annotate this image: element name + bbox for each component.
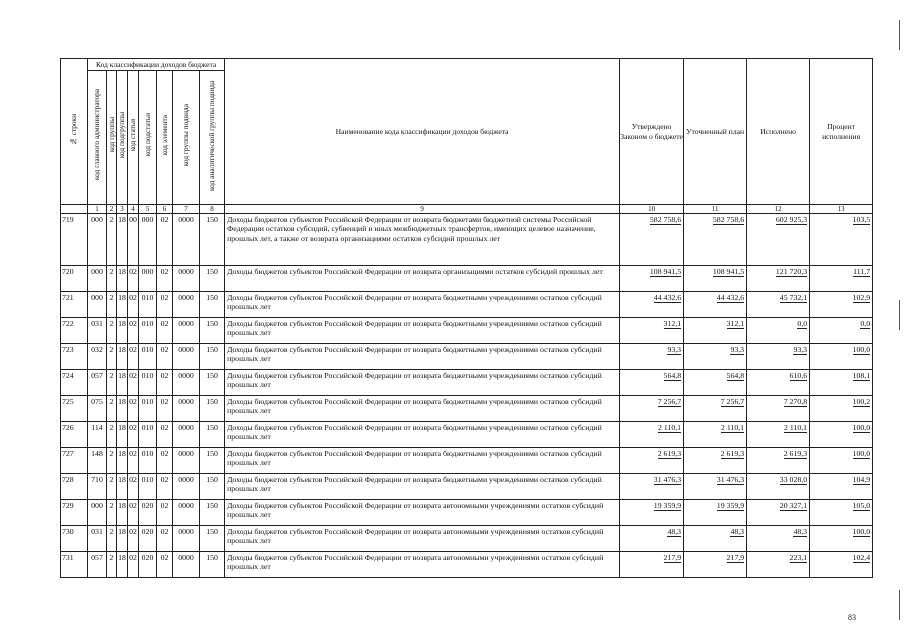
revenue-name-cell: Доходы бюджетов субъектов Российской Федерации от возврата бюджетными учреждениями остатков субсидий прошлых лет [225,396,620,422]
subtype-group-code-cell: 0000 [173,448,200,474]
element-code-cell: 02 [157,448,173,474]
column-number: 1 [88,205,107,214]
execution-percent-cell: 100,0 [810,422,873,448]
refined-plan-cell: 217,9 [684,552,747,578]
row-number-cell: 721 [61,292,88,318]
subgroup-code-cell: 18 [117,474,128,500]
subgroup-code-cell: 18 [117,344,128,370]
group-code-cell: 2 [107,344,117,370]
column-number: 9 [225,205,620,214]
group-code-cell: 2 [107,526,117,552]
header-group-code: код группы [107,71,117,205]
element-code-cell: 02 [157,422,173,448]
article-code-cell: 02 [128,448,139,474]
admin-code-cell: 000 [88,266,107,292]
admin-code-cell: 057 [88,370,107,396]
row-number-cell: 720 [61,266,88,292]
table-row [61,422,873,448]
analytic-group-code-cell: 150 [200,266,225,292]
subtype-group-code-cell: 0000 [173,266,200,292]
revenue-name-cell: Доходы бюджетов субъектов Российской Федерации от возврата бюджетными учреждениями остатков субсидий прошлых лет [225,474,620,500]
subtype-group-code-cell: 0000 [173,422,200,448]
revenue-name-cell: Доходы бюджетов субъектов Российской Федерации от возврата автономными учреждениями остатков субсидий прошлых лет [225,500,620,526]
group-code-cell: 2 [107,474,117,500]
revenue-name-cell: Доходы бюджетов субъектов Российской Федерации от возврата бюджетными учреждениями остатков субсидий прошлых лет [225,344,620,370]
admin-code-cell: 114 [88,422,107,448]
approved-amount-cell: 312,1 [620,318,684,344]
header-subgroup-code: код подгруппы [117,71,128,205]
execution-percent-cell: 100,0 [810,526,873,552]
column-number: 5 [139,205,157,214]
approved-amount-cell: 19 359,9 [620,500,684,526]
article-code-cell: 02 [128,318,139,344]
approved-amount-cell: 582 758,6 [620,214,684,266]
refined-plan-cell: 48,3 [684,526,747,552]
subtype-group-code-cell: 0000 [173,292,200,318]
header-name: Наименование кода классификации доходов бюджета [225,59,620,205]
subtype-group-code-cell: 0000 [173,370,200,396]
article-code-cell: 02 [128,500,139,526]
element-code-cell: 02 [157,552,173,578]
table-row [61,214,873,266]
group-code-cell: 2 [107,318,117,344]
header-admin-code: код главного администратора [88,71,107,205]
refined-plan-cell: 108 941,5 [684,266,747,292]
element-code-cell: 02 [157,292,173,318]
admin-code-cell: 031 [88,526,107,552]
element-code-cell: 02 [157,526,173,552]
group-code-cell: 2 [107,214,117,266]
execution-percent-cell: 105,0 [810,500,873,526]
header-classification-group: Код классификации доходов бюджета [88,59,225,71]
executed-amount-cell: 0,0 [747,318,810,344]
subgroup-code-cell: 18 [117,396,128,422]
subtype-group-code-cell: 0000 [173,552,200,578]
column-number: 2 [107,205,117,214]
header-row-number: № строки [61,59,88,205]
admin-code-cell: 000 [88,292,107,318]
article-code-cell: 02 [128,552,139,578]
header-subtype-group-code: код группы подвида [173,71,200,205]
revenue-name-cell: Доходы бюджетов субъектов Российской Федерации от возврата организациями остатков субсидий прошлых лет [225,266,620,292]
table-row [61,370,873,396]
subarticle-code-cell: 020 [139,552,157,578]
table-row [61,396,873,422]
approved-amount-cell: 48,3 [620,526,684,552]
table-row [61,344,873,370]
article-code-cell: 02 [128,526,139,552]
executed-amount-cell: 20 327,1 [747,500,810,526]
budget-revenue-table [60,58,873,578]
subtype-group-code-cell: 0000 [173,344,200,370]
element-code-cell: 02 [157,370,173,396]
executed-amount-cell: 48,3 [747,526,810,552]
executed-amount-cell: 7 270,8 [747,396,810,422]
page-number: 83 [848,613,856,622]
row-number-cell: 726 [61,422,88,448]
column-number: 6 [157,205,173,214]
executed-amount-cell: 610,6 [747,370,810,396]
column-number: 11 [684,205,747,214]
row-number-cell: 728 [61,474,88,500]
subgroup-code-cell: 18 [117,370,128,396]
approved-amount-cell: 31 476,3 [620,474,684,500]
column-number: 8 [200,205,225,214]
table-row [61,552,873,578]
analytic-group-code-cell: 150 [200,370,225,396]
header-analytic-group-code: код аналитической группы подвида [200,71,225,205]
subtype-group-code-cell: 0000 [173,500,200,526]
subgroup-code-cell: 18 [117,448,128,474]
article-code-cell: 02 [128,344,139,370]
execution-percent-cell: 100,2 [810,396,873,422]
refined-plan-cell: 564,8 [684,370,747,396]
row-number-cell: 729 [61,500,88,526]
subgroup-code-cell: 18 [117,318,128,344]
subtype-group-code-cell: 0000 [173,526,200,552]
refined-plan-cell: 7 256,7 [684,396,747,422]
article-code-cell: 02 [128,266,139,292]
subarticle-code-cell: 000 [139,266,157,292]
analytic-group-code-cell: 150 [200,552,225,578]
executed-amount-cell: 2 110,1 [747,422,810,448]
subarticle-code-cell: 010 [139,370,157,396]
analytic-group-code-cell: 150 [200,344,225,370]
row-number-cell: 723 [61,344,88,370]
header-refined: Уточненный план [684,59,747,205]
refined-plan-cell: 2 110,1 [684,422,747,448]
row-number-cell: 725 [61,396,88,422]
subtype-group-code-cell: 0000 [173,474,200,500]
article-code-cell: 02 [128,474,139,500]
analytic-group-code-cell: 150 [200,500,225,526]
execution-percent-cell: 108,1 [810,370,873,396]
execution-percent-cell: 100,0 [810,344,873,370]
element-code-cell: 02 [157,500,173,526]
revenue-name-cell: Доходы бюджетов субъектов Российской Федерации от возврата бюджетными учреждениями остатков субсидий прошлых лет [225,292,620,318]
refined-plan-cell: 312,1 [684,318,747,344]
header-percent: Процент исполнения [810,59,873,205]
execution-percent-cell: 102,9 [810,292,873,318]
group-code-cell: 2 [107,266,117,292]
subarticle-code-cell: 010 [139,448,157,474]
column-number: 3 [117,205,128,214]
analytic-group-code-cell: 150 [200,448,225,474]
subtype-group-code-cell: 0000 [173,318,200,344]
element-code-cell: 02 [157,344,173,370]
element-code-cell: 02 [157,214,173,266]
group-code-cell: 2 [107,370,117,396]
column-number [61,205,88,214]
column-number: 12 [747,205,810,214]
admin-code-cell: 710 [88,474,107,500]
header-element-code: код элемента [157,71,173,205]
subtype-group-code-cell: 0000 [173,214,200,266]
analytic-group-code-cell: 150 [200,318,225,344]
subtype-group-code-cell: 0000 [173,396,200,422]
row-number-cell: 730 [61,526,88,552]
group-code-cell: 2 [107,552,117,578]
table-row [61,526,873,552]
article-code-cell: 02 [128,292,139,318]
approved-amount-cell: 217,9 [620,552,684,578]
row-number-cell: 724 [61,370,88,396]
subgroup-code-cell: 18 [117,552,128,578]
revenue-name-cell: Доходы бюджетов субъектов Российской Федерации от возврата автономными учреждениями остатков субсидий прошлых лет [225,552,620,578]
element-code-cell: 02 [157,396,173,422]
executed-amount-cell: 2 619,3 [747,448,810,474]
group-code-cell: 2 [107,422,117,448]
element-code-cell: 02 [157,318,173,344]
header-subarticle-code: код подстатьи [139,71,157,205]
row-number-cell: 722 [61,318,88,344]
article-code-cell: 00 [128,214,139,266]
analytic-group-code-cell: 150 [200,292,225,318]
column-number: 10 [620,205,684,214]
subgroup-code-cell: 18 [117,292,128,318]
subgroup-code-cell: 18 [117,526,128,552]
column-number: 4 [128,205,139,214]
group-code-cell: 2 [107,396,117,422]
execution-percent-cell: 0,0 [810,318,873,344]
table-row [61,474,873,500]
execution-percent-cell: 102,4 [810,552,873,578]
refined-plan-cell: 93,3 [684,344,747,370]
analytic-group-code-cell: 150 [200,422,225,448]
subarticle-code-cell: 010 [139,292,157,318]
refined-plan-cell: 582 758,6 [684,214,747,266]
group-code-cell: 2 [107,292,117,318]
table-row [61,266,873,292]
executed-amount-cell: 33 028,0 [747,474,810,500]
revenue-name-cell: Доходы бюджетов субъектов Российской Федерации от возврата бюджетными учреждениями остатков субсидий прошлых лет [225,422,620,448]
approved-amount-cell: 564,8 [620,370,684,396]
table-row [61,318,873,344]
column-number-row [61,205,873,214]
subarticle-code-cell: 000 [139,214,157,266]
executed-amount-cell: 93,3 [747,344,810,370]
approved-amount-cell: 2 110,1 [620,422,684,448]
revenue-name-cell: Доходы бюджетов субъектов Российской Федерации от возврата бюджетными учреждениями остатков субсидий прошлых лет [225,370,620,396]
row-number-cell: 731 [61,552,88,578]
header-approved: Утверждено Законом о бюджете [620,59,684,205]
refined-plan-cell: 2 619,3 [684,448,747,474]
execution-percent-cell: 104,9 [810,474,873,500]
executed-amount-cell: 121 720,3 [747,266,810,292]
table-row [61,500,873,526]
revenue-name-cell: Доходы бюджетов субъектов Российской Федерации от возврата бюджетами бюджетной системы Российской Федерации остатков субсидий, субвенций и иных межбюджетных трансфертов, имеющих целевое назначение, прошлых лет, а также от возврата организациями остатков субсидий прошлых лет [225,214,620,266]
subgroup-code-cell: 18 [117,422,128,448]
refined-plan-cell: 44 432,6 [684,292,747,318]
revenue-name-cell: Доходы бюджетов субъектов Российской Федерации от возврата бюджетными учреждениями остатков субсидий прошлых лет [225,448,620,474]
subgroup-code-cell: 18 [117,266,128,292]
subarticle-code-cell: 010 [139,318,157,344]
admin-code-cell: 148 [88,448,107,474]
element-code-cell: 02 [157,266,173,292]
row-number-cell: 727 [61,448,88,474]
executed-amount-cell: 223,1 [747,552,810,578]
scan-edge-mark [899,20,900,50]
column-number: 13 [810,205,873,214]
approved-amount-cell: 93,3 [620,344,684,370]
table-row [61,292,873,318]
analytic-group-code-cell: 150 [200,396,225,422]
analytic-group-code-cell: 150 [200,214,225,266]
subarticle-code-cell: 020 [139,526,157,552]
executed-amount-cell: 602 925,3 [747,214,810,266]
admin-code-cell: 000 [88,500,107,526]
admin-code-cell: 000 [88,214,107,266]
analytic-group-code-cell: 150 [200,474,225,500]
subgroup-code-cell: 18 [117,500,128,526]
subarticle-code-cell: 010 [139,396,157,422]
subarticle-code-cell: 010 [139,344,157,370]
execution-percent-cell: 111,7 [810,266,873,292]
execution-percent-cell: 100,0 [810,448,873,474]
approved-amount-cell: 2 619,3 [620,448,684,474]
article-code-cell: 02 [128,396,139,422]
scan-edge-mark [899,590,900,620]
approved-amount-cell: 108 941,5 [620,266,684,292]
column-number: 7 [173,205,200,214]
executed-amount-cell: 45 732,1 [747,292,810,318]
approved-amount-cell: 7 256,7 [620,396,684,422]
admin-code-cell: 075 [88,396,107,422]
element-code-cell: 02 [157,474,173,500]
subarticle-code-cell: 020 [139,500,157,526]
admin-code-cell: 032 [88,344,107,370]
article-code-cell: 02 [128,422,139,448]
group-code-cell: 2 [107,448,117,474]
header-executed: Исполнено [747,59,810,205]
table-row [61,448,873,474]
analytic-group-code-cell: 150 [200,526,225,552]
execution-percent-cell: 103,5 [810,214,873,266]
refined-plan-cell: 31 476,3 [684,474,747,500]
group-code-cell: 2 [107,500,117,526]
admin-code-cell: 031 [88,318,107,344]
revenue-name-cell: Доходы бюджетов субъектов Российской Федерации от возврата автономными учреждениями остатков субсидий прошлых лет [225,526,620,552]
approved-amount-cell: 44 432,6 [620,292,684,318]
subarticle-code-cell: 010 [139,422,157,448]
article-code-cell: 02 [128,370,139,396]
refined-plan-cell: 19 359,9 [684,500,747,526]
subgroup-code-cell: 18 [117,214,128,266]
revenue-name-cell: Доходы бюджетов субъектов Российской Федерации от возврата бюджетными учреждениями остатков субсидий прошлых лет [225,318,620,344]
scan-edge-mark [899,300,900,330]
row-number-cell: 719 [61,214,88,266]
admin-code-cell: 057 [88,552,107,578]
subarticle-code-cell: 010 [139,474,157,500]
header-article-code: код статьи [128,71,139,205]
